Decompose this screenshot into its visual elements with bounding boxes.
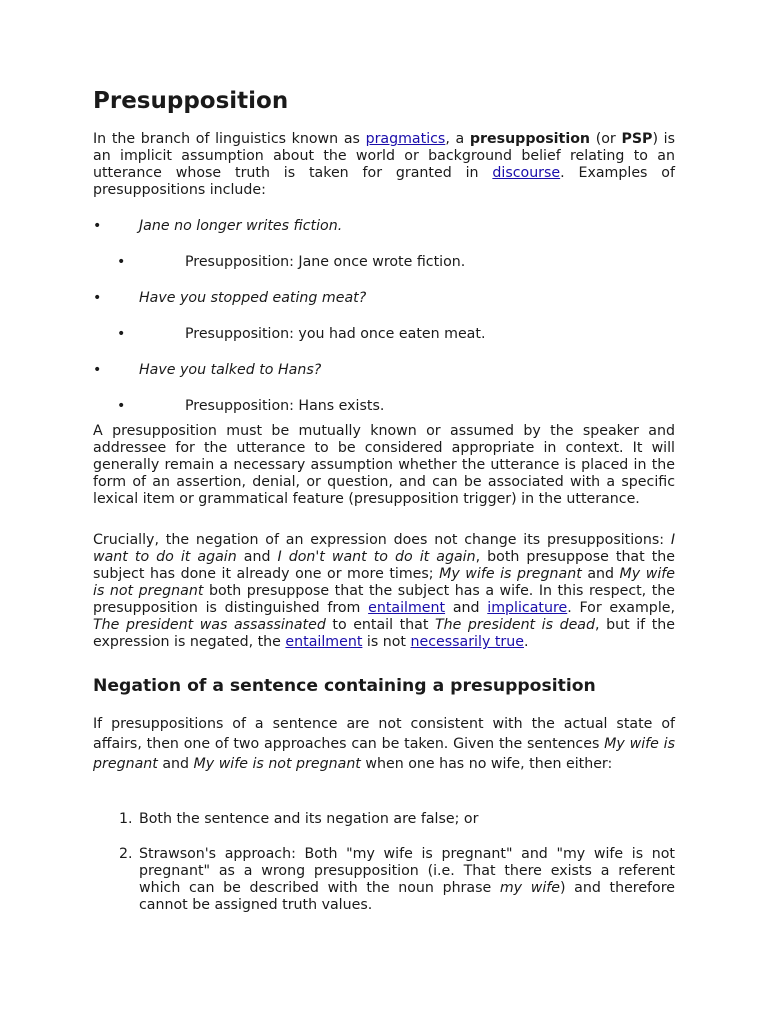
list-item [119, 811, 675, 828]
body-text: and [236, 549, 278, 565]
body-text: , but if the expression is negated, the [93, 617, 675, 650]
body-text: when one has no wife, then either: [360, 756, 613, 772]
list-number: 2. [119, 846, 133, 862]
example-presupposition: Presupposition: Hans exists. [185, 398, 385, 414]
body-text: If presuppositions of a sentence are not consistent with the actual state of affairs, then one of two approaches can be taken. Given the sentences [93, 716, 675, 752]
term-psp: PSP [621, 131, 653, 147]
list-number: 1. [119, 811, 133, 827]
list-item [119, 846, 675, 914]
body-text: and [445, 600, 488, 616]
body-text: to entail that [325, 617, 435, 633]
example-presupposition: Presupposition: Jane once wrote fiction. [185, 254, 466, 270]
example-phrase: my wife [499, 880, 560, 896]
intro-text: ) is an implicit assumption about the world or background belief relating to an utterance whose truth is taken for granted in [93, 131, 675, 181]
body-text: and [581, 566, 620, 582]
example-sentence: Have you stopped eating meat? [139, 290, 367, 306]
list-item-text: Both the sentence and its negation are false; or [139, 811, 479, 827]
example-phrase: My wife is not pregnant [93, 566, 675, 599]
bullet: • [93, 218, 102, 234]
implicature-link[interactable]: implicature [487, 600, 568, 616]
intro-text: In the branch of linguistics known as [93, 131, 366, 147]
term-presupposition: presupposition [469, 131, 591, 147]
pragmatics-link[interactable]: pragmatics [365, 131, 446, 147]
intro-text: . Examples of presuppositions include: [93, 165, 675, 198]
bullet: • [117, 326, 126, 342]
body-text: Crucially, the negation of an expression does not change its presuppositions: [93, 532, 671, 548]
bullet: • [117, 398, 126, 414]
body-text: Strawson's approach: Both "my wife is pregnant" and "my wife is not pregnant" as a wrong presupposition (i.e. That there exists a referent which can be described with the noun phrase [139, 846, 675, 896]
body-text: ) and therefore cannot be assigned truth values. [139, 880, 675, 913]
example-phrase: My wife is pregnant [439, 566, 582, 582]
example-phrase: The president was assassinated [93, 617, 326, 633]
intro-text: (or [590, 131, 622, 147]
intro-text: , a [445, 131, 470, 147]
body-text: , both presuppose that the subject has done it already one or more times; [93, 549, 675, 582]
entailment-link-2[interactable]: entailment [285, 634, 363, 650]
section-heading: Negation of a sentence containing a presupposition [93, 676, 596, 696]
necessarily-true-link[interactable]: necessarily true [410, 634, 524, 650]
body-text: . For example, [567, 600, 675, 616]
example-sentence: Have you talked to Hans? [139, 362, 322, 378]
example-phrase: My wife is pregnant [93, 736, 675, 772]
example-phrase: My wife is not pregnant [193, 756, 361, 772]
page-title: Presupposition [93, 88, 289, 114]
body-text: is not [362, 634, 411, 650]
example-presupposition: Presupposition: you had once eaten meat. [185, 326, 486, 342]
body-text: . [523, 634, 529, 650]
example-phrase: The president is dead [434, 617, 596, 633]
intro-paragraph [93, 131, 675, 199]
body-text: both presuppose that the subject has a wife. In this respect, the presupposition is distinguished from [93, 583, 675, 616]
bullet: • [93, 362, 102, 378]
discourse-link[interactable]: discourse [492, 165, 561, 181]
list-item-text [139, 846, 675, 914]
paragraph-approaches [93, 714, 675, 774]
example-phrase: I don't want to do it again [277, 549, 476, 565]
example-sentence: Jane no longer writes fiction. [139, 218, 343, 234]
body-text: and [157, 756, 194, 772]
bullet: • [93, 290, 102, 306]
example-phrase: I want to do it again [93, 532, 675, 565]
paragraph-negation [93, 532, 675, 651]
paragraph-mutual-knowledge: A presupposition must be mutually known or assumed by the speaker and addressee for the utterance to be considered appropriate in context. It will generally remain a necessary assumption whether the utterance is placed in the form of an assertion, denial, or question, and can be associated with a specific lexical item or grammatical feature (presupposition trigger) in the utterance. [93, 423, 675, 507]
entailment-link[interactable]: entailment [368, 600, 446, 616]
bullet: • [117, 254, 126, 270]
